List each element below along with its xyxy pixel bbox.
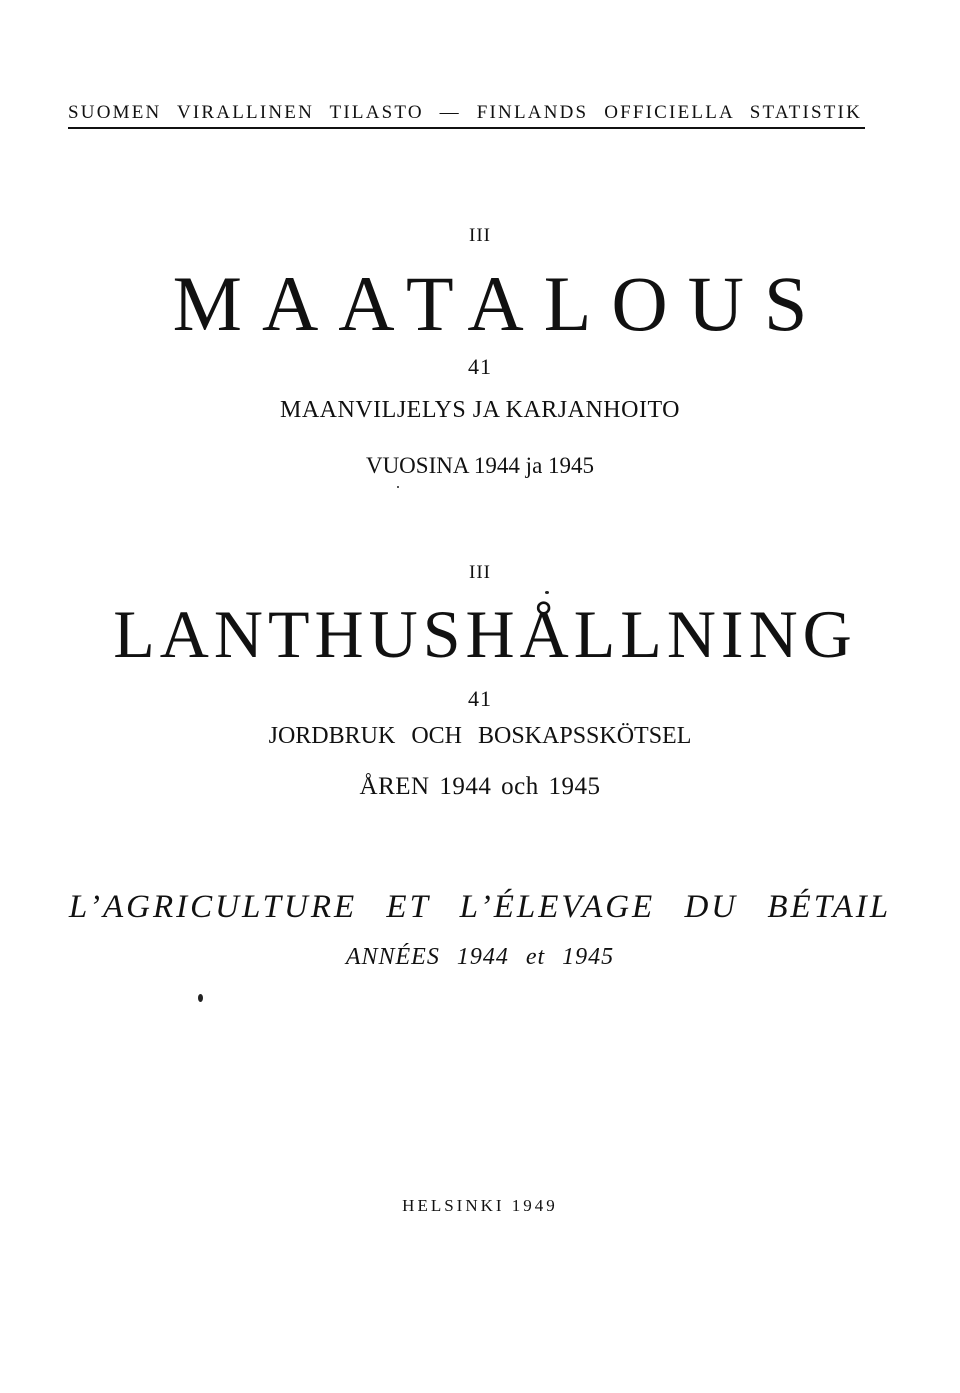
finnish-years: VUOSINA 1944 ja 1945 [365,453,595,478]
scan-speck [397,486,399,488]
swedish-volume: 41 [468,686,492,711]
scan-speck [198,994,203,1002]
finnish-title: MAATALOUS [172,260,828,347]
imprint: HELSINKI 1949 [402,1196,558,1215]
finnish-volume: 41 [468,354,492,379]
scan-speck [545,591,549,594]
swedish-subtitle: JORDBRUK OCH BOSKAPSSKÖTSEL [268,723,692,749]
swedish-title: LANTHUSHÅLLNING [113,596,857,672]
swedish-series-number: III [469,562,491,583]
header-rule [68,127,865,129]
french-years: ANNÉES 1944 et 1945 [345,944,615,970]
series-header: SUOMEN VIRALLINEN TILASTO — FINLANDS OFFICIELLA STATISTIK [68,102,862,123]
swedish-years: ÅREN 1944 och 1945 [359,773,601,800]
finnish-series-number: III [469,225,491,246]
finnish-subtitle: MAANVILJELYS JA KARJANHOITO [280,397,680,423]
french-title: L’AGRICULTURE ET L’ÉLEVAGE DU BÉTAIL [68,889,892,925]
